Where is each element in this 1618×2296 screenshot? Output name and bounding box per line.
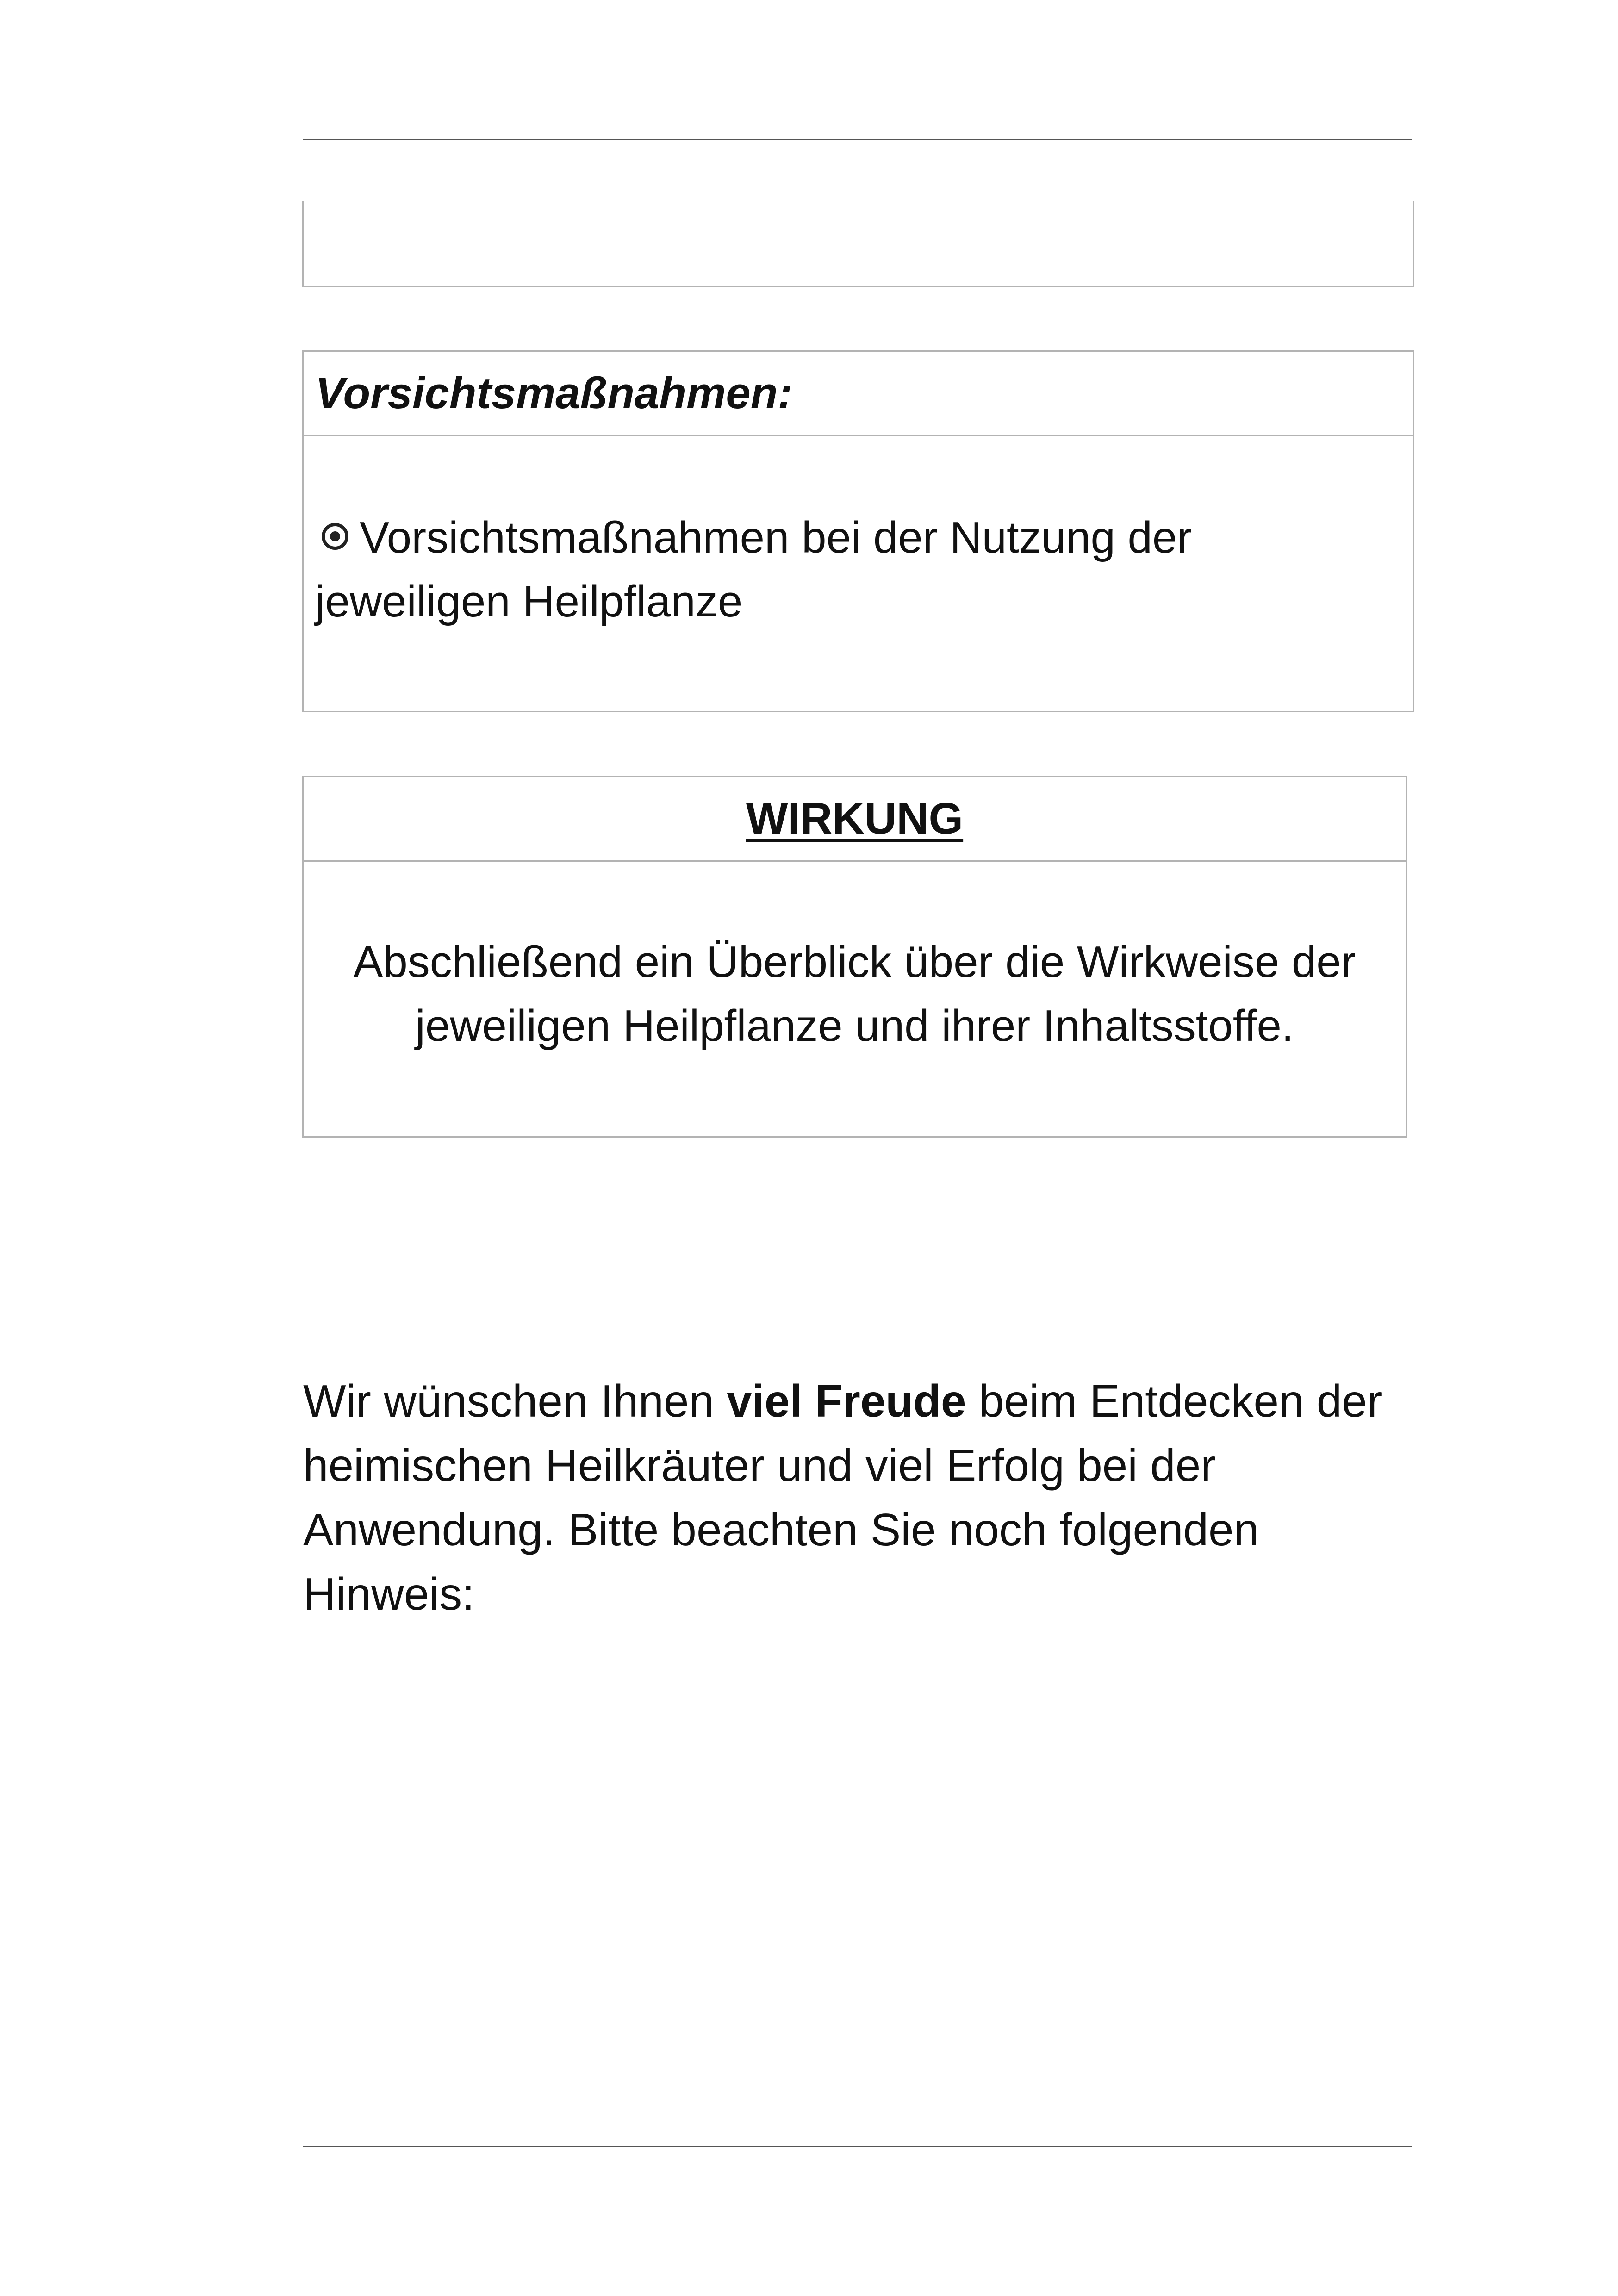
header-rule <box>303 139 1412 140</box>
radio-bullet-icon <box>322 523 348 550</box>
effect-heading: WIRKUNG <box>304 777 1406 862</box>
precautions-box <box>302 350 1414 712</box>
precautions-heading: Vorsichtsmaßnahmen: <box>304 352 1413 436</box>
effect-body: Abschließend ein Überblick über die Wirkweise der jeweiligen Heilpflanze und ihrer Inhaltsstoffe. <box>353 937 1356 1051</box>
closing-text-bold: viel Freude <box>727 1375 966 1426</box>
precautions-text: Vorsichtsmaßnahmen bei der Nutzung der jeweiligen Heilpflanze <box>315 513 1192 626</box>
closing-text-end: beim Entdecken der heimischen Heilkräuter und viel Erfolg bei der Anwendung. Bitte beachten Sie noch folgenden Hinweis: <box>303 1375 1382 1619</box>
closing-paragraph <box>303 1369 1414 1626</box>
effect-box <box>302 776 1407 1138</box>
previous-section-box <box>302 201 1414 287</box>
closing-text-start: Wir wünschen Ihnen <box>303 1375 727 1426</box>
footer-rule <box>303 2146 1412 2147</box>
precautions-body <box>304 436 1413 634</box>
